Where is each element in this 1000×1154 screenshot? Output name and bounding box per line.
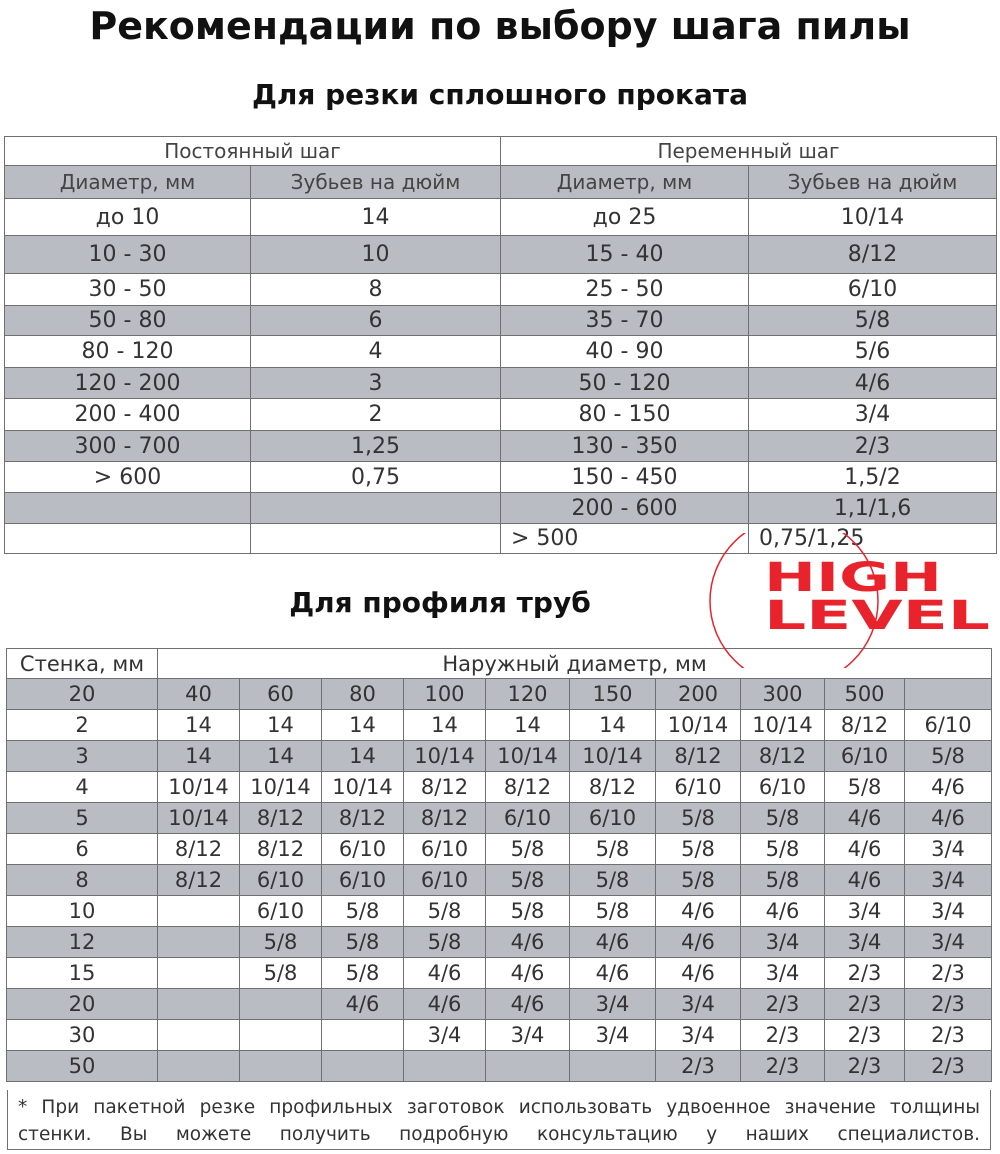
table-row xyxy=(5,368,997,399)
diameter-cell: 120 xyxy=(486,679,570,710)
table-cell: 4/6 xyxy=(322,989,404,1020)
table-cell: 6/10 xyxy=(240,896,322,927)
group-header: Постоянный шаг xyxy=(5,137,501,166)
wall-cell: 4 xyxy=(7,772,158,803)
wall-cell: 15 xyxy=(7,958,158,989)
table-cell xyxy=(158,927,240,958)
table-cell: 4 xyxy=(251,336,501,368)
table-cell: 10/14 xyxy=(240,772,322,803)
table-cell: 1,5/2 xyxy=(749,462,997,493)
table-cell: 3/4 xyxy=(741,958,825,989)
wall-cell: 2 xyxy=(7,710,158,741)
table-cell: 50 - 80 xyxy=(5,306,251,336)
table-cell xyxy=(404,1051,486,1082)
table-cell: 2 xyxy=(251,399,501,431)
table-cell: 10 - 30 xyxy=(5,236,251,274)
table-cell: 4/6 xyxy=(905,772,992,803)
table-cell: 10/14 xyxy=(322,772,404,803)
table-cell: 200 - 400 xyxy=(5,399,251,431)
table-cell: 120 - 200 xyxy=(5,368,251,399)
diameter-cell: 500 xyxy=(825,679,905,710)
table-cell: 5/8 xyxy=(404,896,486,927)
table-cell: 2/3 xyxy=(905,1051,992,1082)
table-cell: 8/12 xyxy=(749,236,997,274)
table-cell xyxy=(5,524,251,554)
table-cell: 2/3 xyxy=(905,958,992,989)
table-cell: 14 xyxy=(404,710,486,741)
table-cell: 3/4 xyxy=(486,1020,570,1051)
table-cell: 2/3 xyxy=(905,1020,992,1051)
page-title: Рекомендации по выбору шага пилы xyxy=(89,4,911,48)
table-cell: 10/14 xyxy=(486,741,570,772)
table-cell: 8/12 xyxy=(486,772,570,803)
table-row xyxy=(5,199,997,236)
table-cell: 14 xyxy=(240,710,322,741)
table-cell: 6/10 xyxy=(825,741,905,772)
diameter-cell: 80 xyxy=(322,679,404,710)
table-cell: 8/12 xyxy=(404,803,486,834)
table-cell: 8/12 xyxy=(656,741,741,772)
table-cell: 14 xyxy=(570,710,656,741)
column-header: Диаметр, мм xyxy=(5,166,251,199)
table-cell: 80 - 150 xyxy=(501,399,749,431)
solid-stock-table xyxy=(4,136,997,554)
table-cell: 130 - 350 xyxy=(501,431,749,462)
table-cell: 5/8 xyxy=(570,834,656,865)
table-cell: 4/6 xyxy=(486,989,570,1020)
diameter-cell: 200 xyxy=(656,679,741,710)
table-cell: 5/8 xyxy=(749,306,997,336)
table-cell: 8/12 xyxy=(158,834,240,865)
diameter-cell: 100 xyxy=(404,679,486,710)
table-cell: 5/8 xyxy=(741,834,825,865)
table-cell: 4/6 xyxy=(404,958,486,989)
table-cell: 5/8 xyxy=(656,803,741,834)
wall-cell: 3 xyxy=(7,741,158,772)
table-cell: 10 xyxy=(251,236,501,274)
table-cell: 6/10 xyxy=(404,834,486,865)
table-cell: 5/8 xyxy=(486,834,570,865)
table-cell xyxy=(158,989,240,1020)
diameter-cell: 60 xyxy=(240,679,322,710)
diameter-cell xyxy=(905,679,992,710)
table-row xyxy=(5,399,997,431)
table-cell: 4/6 xyxy=(825,865,905,896)
table-cell: 8/12 xyxy=(741,741,825,772)
table-row xyxy=(7,772,992,803)
table-cell: 35 - 70 xyxy=(501,306,749,336)
table-cell: 3/4 xyxy=(404,1020,486,1051)
table-row xyxy=(7,710,992,741)
high-level-logo xyxy=(706,533,996,668)
table-row xyxy=(7,1020,992,1051)
table-cell: 5/8 xyxy=(656,834,741,865)
table-cell xyxy=(240,1020,322,1051)
table-cell: 6/10 xyxy=(741,772,825,803)
table-cell: 3/4 xyxy=(905,896,992,927)
diameter-cell: 20 xyxy=(7,679,158,710)
table-cell: 150 - 450 xyxy=(501,462,749,493)
table-cell: до 25 xyxy=(501,199,749,236)
table-cell: 3/4 xyxy=(825,927,905,958)
table-cell: 10/14 xyxy=(570,741,656,772)
column-header: Зубьев на дюйм xyxy=(251,166,501,199)
wall-cell: 30 xyxy=(7,1020,158,1051)
table-cell: 2/3 xyxy=(905,989,992,1020)
table-cell xyxy=(158,896,240,927)
table-row xyxy=(5,274,997,306)
table-cell: 5/8 xyxy=(741,865,825,896)
table-cell: 2/3 xyxy=(741,1051,825,1082)
table-cell: 10/14 xyxy=(656,710,741,741)
table-cell: 3/4 xyxy=(656,989,741,1020)
table-cell: 5/8 xyxy=(486,896,570,927)
table-row xyxy=(5,493,997,524)
table-cell: 8/12 xyxy=(570,772,656,803)
outer-diameter-header: Наружный диаметр, мм xyxy=(158,649,992,679)
table-cell: > 500 xyxy=(501,524,749,554)
pipe-profile-table xyxy=(6,648,992,1082)
table-cell: 2/3 xyxy=(656,1051,741,1082)
table-cell: 6/10 xyxy=(486,803,570,834)
table-cell: 3/4 xyxy=(570,1020,656,1051)
table-cell: 10/14 xyxy=(158,803,240,834)
table-cell: 3/4 xyxy=(741,927,825,958)
table-cell: 2/3 xyxy=(741,989,825,1020)
table-cell: 6/10 xyxy=(905,710,992,741)
table-cell xyxy=(158,958,240,989)
table-cell xyxy=(251,524,501,554)
table-cell: 8 xyxy=(251,274,501,306)
table-cell: > 600 xyxy=(5,462,251,493)
table-row xyxy=(5,306,997,336)
table-cell: 50 - 120 xyxy=(501,368,749,399)
table-cell: 80 - 120 xyxy=(5,336,251,368)
table-cell: 10/14 xyxy=(749,199,997,236)
column-header: Диаметр, мм xyxy=(501,166,749,199)
table-cell: 10/14 xyxy=(741,710,825,741)
table-cell: 5/8 xyxy=(322,896,404,927)
table-cell: 4/6 xyxy=(656,896,741,927)
table-cell: 4/6 xyxy=(570,927,656,958)
table-cell: 14 xyxy=(322,710,404,741)
table-cell: 5/8 xyxy=(656,865,741,896)
table-cell xyxy=(158,1020,240,1051)
wall-cell: 8 xyxy=(7,865,158,896)
table-cell: 5/8 xyxy=(570,865,656,896)
table-row xyxy=(5,336,997,368)
column-header-row xyxy=(5,166,997,199)
table-cell: 6/10 xyxy=(322,865,404,896)
table-cell: 2/3 xyxy=(825,958,905,989)
table-cell: 6/10 xyxy=(322,834,404,865)
table-cell: 8/12 xyxy=(322,803,404,834)
table-cell: 5/8 xyxy=(741,803,825,834)
table-cell xyxy=(240,989,322,1020)
table-cell: 5/8 xyxy=(240,927,322,958)
wall-cell: 20 xyxy=(7,989,158,1020)
table-cell xyxy=(251,493,501,524)
table-cell: 6/10 xyxy=(404,865,486,896)
table-row xyxy=(7,1051,992,1082)
table-cell xyxy=(158,1051,240,1082)
table-cell: 3/4 xyxy=(905,865,992,896)
table-cell: 14 xyxy=(322,741,404,772)
table-cell: 3/4 xyxy=(905,927,992,958)
wall-cell: 10 xyxy=(7,896,158,927)
section-heading-solid: Для резки сплошного проката xyxy=(251,78,749,111)
table-cell: 30 - 50 xyxy=(5,274,251,306)
table-cell: 5/8 xyxy=(240,958,322,989)
table-cell: 3/4 xyxy=(656,1020,741,1051)
table-cell: 5/8 xyxy=(404,927,486,958)
wall-cell: 6 xyxy=(7,834,158,865)
table-cell: 4/6 xyxy=(486,927,570,958)
table-cell: 3/4 xyxy=(749,399,997,431)
table-cell: 5/8 xyxy=(825,772,905,803)
table-cell: 300 - 700 xyxy=(5,431,251,462)
table-cell xyxy=(570,1051,656,1082)
table-cell: 8/12 xyxy=(825,710,905,741)
diameter-cell: 300 xyxy=(741,679,825,710)
table-cell: 10/14 xyxy=(158,772,240,803)
table-cell: 3/4 xyxy=(905,834,992,865)
diameter-row xyxy=(7,679,992,710)
table-cell: 15 - 40 xyxy=(501,236,749,274)
table-cell: 2/3 xyxy=(749,431,997,462)
wall-header: Стенка, мм xyxy=(7,649,158,679)
table-row xyxy=(7,741,992,772)
group-header: Переменный шаг xyxy=(501,137,997,166)
table-cell: 14 xyxy=(251,199,501,236)
table-cell: 4/6 xyxy=(656,958,741,989)
table-cell: 6/10 xyxy=(570,803,656,834)
table-cell: 3/4 xyxy=(825,896,905,927)
table-row xyxy=(5,431,997,462)
table-cell xyxy=(240,1051,322,1082)
table-cell: 5/6 xyxy=(749,336,997,368)
table-cell: 5/8 xyxy=(486,865,570,896)
table-cell: 40 - 90 xyxy=(501,336,749,368)
table-row xyxy=(7,958,992,989)
table-cell: 2/3 xyxy=(825,989,905,1020)
table-cell: 0,75 xyxy=(251,462,501,493)
table-row xyxy=(7,803,992,834)
table-cell: до 10 xyxy=(5,199,251,236)
table-cell: 4/6 xyxy=(570,958,656,989)
table-cell: 2/3 xyxy=(825,1051,905,1082)
table-cell: 14 xyxy=(486,710,570,741)
table-cell: 6/10 xyxy=(240,865,322,896)
wall-cell: 12 xyxy=(7,927,158,958)
logo-text-line1: HIGH xyxy=(764,555,942,601)
table-cell: 14 xyxy=(240,741,322,772)
table-row xyxy=(5,462,997,493)
section-heading-pipes: Для профиля труб xyxy=(289,586,591,619)
table-cell: 14 xyxy=(158,710,240,741)
table-cell: 8/12 xyxy=(158,865,240,896)
table-row xyxy=(7,865,992,896)
table-cell: 4/6 xyxy=(404,989,486,1020)
table-row xyxy=(7,927,992,958)
group-header-row xyxy=(5,137,997,166)
table-row xyxy=(7,896,992,927)
table-cell: 4/6 xyxy=(486,958,570,989)
diameter-cell: 40 xyxy=(158,679,240,710)
table-cell: 4/6 xyxy=(825,834,905,865)
table-cell: 2/3 xyxy=(741,1020,825,1051)
logo-text-line2: LEVEL xyxy=(764,593,990,639)
table-cell xyxy=(322,1051,404,1082)
table-row xyxy=(7,989,992,1020)
table-cell: 5/8 xyxy=(322,958,404,989)
table-cell: 4/6 xyxy=(749,368,997,399)
column-header: Зубьев на дюйм xyxy=(749,166,997,199)
table-cell: 8/12 xyxy=(240,834,322,865)
table-cell xyxy=(322,1020,404,1051)
footnote: * При пакетной резке профильных заготовок использовать удвоенное значение толщины стенки. Вы можете получить подробную консультацию у наших специалистов. xyxy=(7,1090,991,1150)
table-cell: 8/12 xyxy=(404,772,486,803)
table-cell: 5/8 xyxy=(322,927,404,958)
table-cell: 4/6 xyxy=(741,896,825,927)
table-cell: 4/6 xyxy=(825,803,905,834)
diameter-cell: 150 xyxy=(570,679,656,710)
table-cell: 3 xyxy=(251,368,501,399)
table-cell: 10/14 xyxy=(404,741,486,772)
wall-cell: 5 xyxy=(7,803,158,834)
table-cell: 4/6 xyxy=(656,927,741,958)
table-cell: 1,25 xyxy=(251,431,501,462)
table-cell: 6/10 xyxy=(749,274,997,306)
table-cell: 25 - 50 xyxy=(501,274,749,306)
table-cell: 3/4 xyxy=(570,989,656,1020)
table-cell: 2/3 xyxy=(825,1020,905,1051)
table-cell: 200 - 600 xyxy=(501,493,749,524)
table-cell: 0,75/1,25 xyxy=(749,524,997,554)
table-cell: 14 xyxy=(158,741,240,772)
table-cell xyxy=(486,1051,570,1082)
table-cell: 4/6 xyxy=(905,803,992,834)
table-cell: 5/8 xyxy=(570,896,656,927)
table-cell: 6 xyxy=(251,306,501,336)
wall-cell: 50 xyxy=(7,1051,158,1082)
table-cell: 6/10 xyxy=(656,772,741,803)
table-row xyxy=(5,236,997,274)
table-cell xyxy=(5,493,251,524)
table-cell: 1,1/1,6 xyxy=(749,493,997,524)
table-cell: 5/8 xyxy=(905,741,992,772)
table-cell: 8/12 xyxy=(240,803,322,834)
table-row xyxy=(7,834,992,865)
